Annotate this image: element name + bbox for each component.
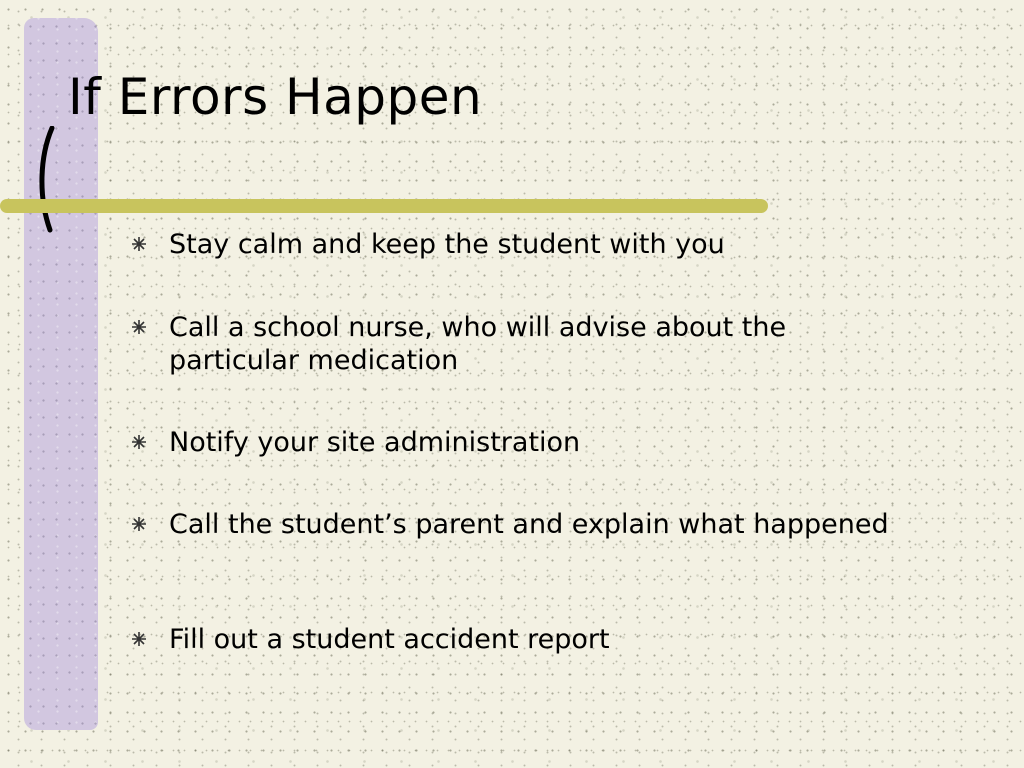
asterisk-star-icon (132, 632, 146, 646)
bullet-text: Call the student’s parent and explain what happened (169, 509, 889, 540)
asterisk-star-icon (132, 517, 146, 531)
slide-title: If Errors Happen (68, 68, 483, 126)
bracket-decoration (34, 126, 58, 234)
title-underline-bar (0, 199, 768, 213)
bullet-text: Call a school nurse, who will advise about the particular medication (169, 312, 787, 376)
asterisk-star-icon (132, 435, 146, 449)
asterisk-star-icon (132, 320, 146, 334)
asterisk-star-icon (132, 237, 146, 251)
bullet-text: Stay calm and keep the student with you (169, 229, 725, 260)
bullet-text: Notify your site administration (169, 427, 581, 458)
bullet-text: Fill out a student accident report (169, 624, 610, 655)
